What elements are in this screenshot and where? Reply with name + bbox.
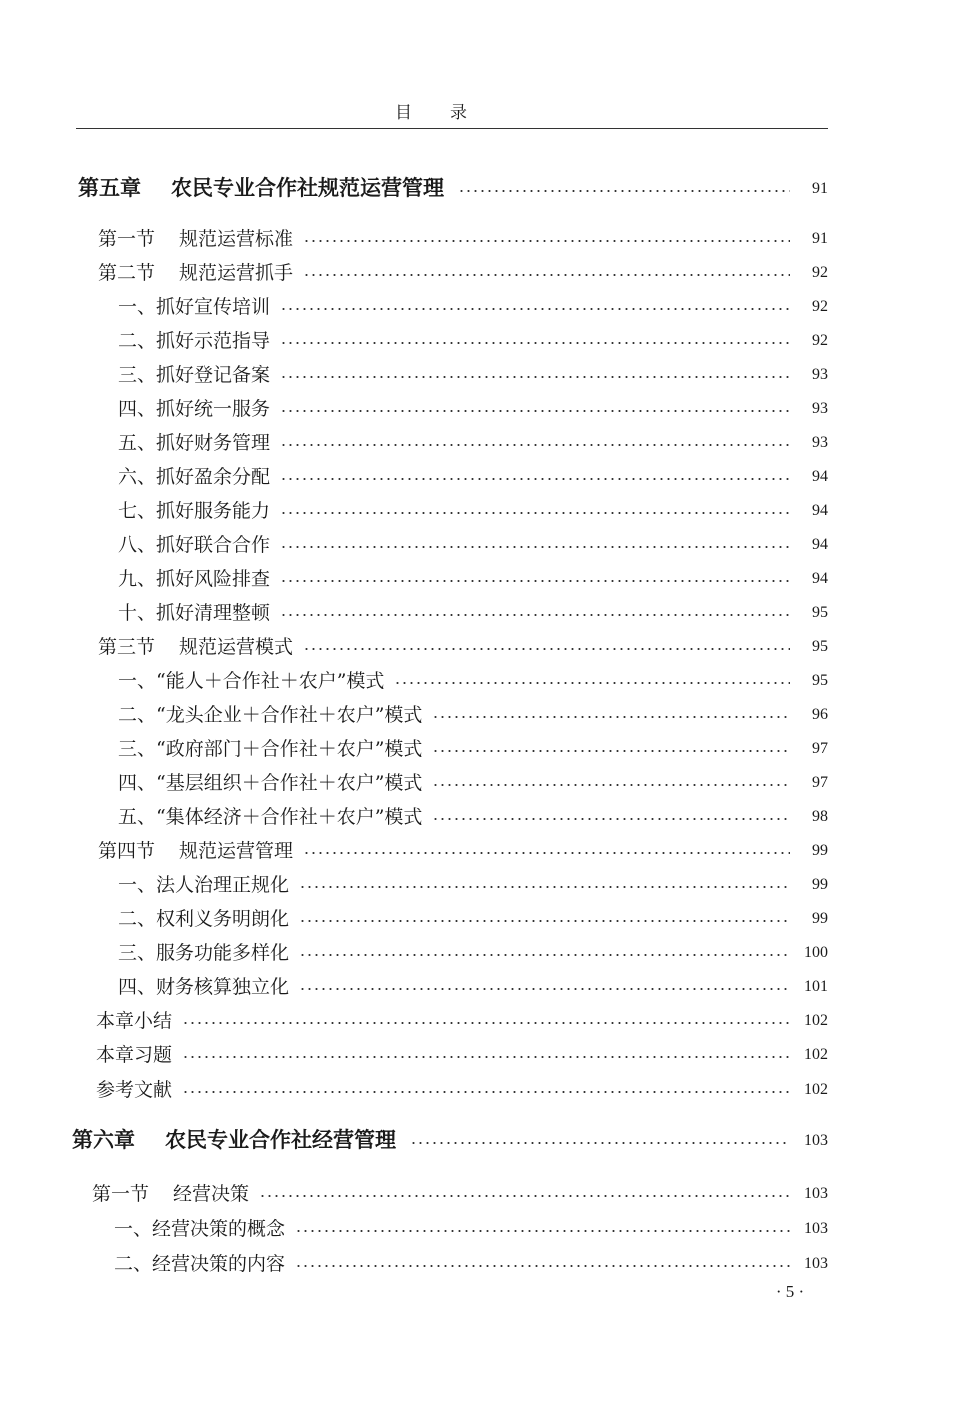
dot-leader	[280, 376, 790, 378]
toc-entry-number: 第二节	[98, 261, 156, 284]
dot-leader	[280, 512, 790, 514]
toc-entry-item	[118, 664, 828, 694]
toc-entry-item	[118, 596, 828, 626]
dot-leader	[303, 648, 790, 650]
toc-entry-page-number: 94	[812, 536, 828, 553]
toc-entry-label	[114, 1214, 285, 1241]
toc-entry-section	[98, 222, 828, 252]
toc-entry-label	[118, 870, 289, 897]
toc-entry-page-number: 99	[812, 842, 828, 859]
toc-entry-item	[118, 766, 828, 796]
toc-entry-page-number: 102	[804, 1046, 828, 1063]
toc-entry-page-number: 92	[812, 298, 828, 315]
toc-entry-label	[118, 394, 270, 421]
toc-entry-item	[118, 936, 828, 966]
toc-entry-text: 四、“基层组织＋合作社＋农户”模式	[118, 771, 423, 794]
toc-entry-page-number: 98	[812, 808, 828, 825]
toc-entry-page-number: 94	[812, 570, 828, 587]
toc-entry-item	[118, 494, 828, 524]
toc-entry-page-number: 94	[812, 502, 828, 519]
toc-entry-label	[118, 530, 270, 557]
toc-entry-label	[118, 428, 270, 455]
toc-entry-label	[72, 1124, 396, 1154]
toc-entry-label	[118, 564, 270, 591]
toc-entry-text: 参考文献	[96, 1078, 173, 1101]
toc-entry-text: 七、抓好服务能力	[118, 499, 271, 522]
toc-entry-item	[118, 324, 828, 354]
toc-entry-number: 第五章	[78, 176, 141, 200]
toc-entry-number: 第三节	[98, 635, 156, 658]
dot-leader	[280, 478, 790, 480]
toc-entry-item	[118, 290, 828, 320]
toc-entry-text: 三、“政府部门＋合作社＋农户”模式	[118, 737, 423, 760]
dot-leader	[280, 580, 790, 582]
toc-entry-text: 规范运营管理	[179, 839, 294, 862]
toc-entry-label	[118, 496, 270, 523]
toc-entry-label	[118, 734, 422, 761]
toc-entry-item	[118, 358, 828, 388]
toc-entry-label	[118, 462, 270, 489]
toc-entry-text: 农民专业合作社经营管理	[165, 1128, 396, 1152]
toc-entry-chapter	[78, 172, 828, 202]
toc-entry-page-number: 102	[804, 1012, 828, 1029]
toc-entry-section	[98, 834, 828, 864]
dot-leader	[280, 342, 790, 344]
dot-leader	[280, 410, 790, 412]
toc-entry-page-number: 91	[812, 180, 828, 197]
toc-entry-section	[98, 630, 828, 660]
toc-entry-page-number: 94	[812, 468, 828, 485]
toc-entry-label	[114, 1249, 285, 1276]
toc-entry-page-number: 102	[804, 1081, 828, 1098]
toc-entry-text: 一、经营决策的概念	[114, 1217, 286, 1240]
dot-leader	[259, 1195, 790, 1197]
toc-entry-text: 经营决策	[173, 1182, 250, 1205]
toc-entry-item	[114, 1212, 828, 1242]
toc-entry-label	[118, 666, 384, 693]
toc-entry-label	[98, 632, 293, 659]
dot-leader	[280, 308, 790, 310]
toc-entry-item	[118, 970, 828, 1000]
toc-entry-item	[118, 902, 828, 932]
dot-leader	[432, 818, 790, 820]
toc-entry-label	[96, 1075, 172, 1102]
toc-entry-text: 十、抓好清理整顿	[118, 601, 271, 624]
dot-leader	[303, 274, 790, 276]
toc-entry-text: 二、抓好示范指导	[118, 329, 271, 352]
toc-entry-page-number: 100	[804, 944, 828, 961]
dot-leader	[303, 240, 790, 242]
toc-entry-page-number: 93	[812, 366, 828, 383]
toc-entry-label	[118, 972, 289, 999]
dot-leader	[182, 1022, 790, 1024]
toc-entry-page-number: 95	[812, 672, 828, 689]
toc-entry-misc	[96, 1004, 828, 1034]
toc-entry-text: 三、服务功能多样化	[118, 941, 290, 964]
toc-entry-section	[92, 1177, 828, 1207]
page-folio: · 5 ·	[775, 1282, 805, 1301]
toc-entry-page-number: 99	[812, 910, 828, 927]
toc-entry-label	[98, 224, 293, 251]
dot-leader	[295, 1230, 790, 1232]
toc-entry-page-number: 99	[812, 876, 828, 893]
dot-leader	[295, 1265, 790, 1267]
toc-entry-page-number: 93	[812, 434, 828, 451]
toc-entry-text: 本章习题	[96, 1043, 173, 1066]
toc-entry-misc	[96, 1038, 828, 1068]
toc-entry-page-number: 101	[804, 978, 828, 995]
toc-entry-label	[118, 292, 270, 319]
toc-entry-page-number: 103	[804, 1132, 828, 1149]
toc-entry-label	[96, 1006, 172, 1033]
dot-leader	[182, 1091, 790, 1093]
toc-entry-text: 四、抓好统一服务	[118, 397, 271, 420]
toc-entry-text: 农民专业合作社规范运营管理	[171, 176, 444, 200]
dot-leader	[299, 886, 790, 888]
toc-entry-chapter	[72, 1124, 828, 1154]
dot-leader	[432, 716, 790, 718]
dot-leader	[299, 988, 790, 990]
toc-entry-item	[118, 868, 828, 898]
toc-entry-item	[118, 426, 828, 456]
toc-entry-label	[118, 938, 289, 965]
toc-entry-label	[92, 1179, 249, 1206]
toc-entry-label	[118, 904, 289, 931]
toc-entry-text: 一、抓好宣传培训	[118, 295, 271, 318]
dot-leader	[410, 1142, 790, 1144]
dot-leader	[458, 190, 790, 192]
toc-entry-text: 规范运营抓手	[179, 261, 294, 284]
dot-leader	[280, 546, 790, 548]
toc-entry-page-number: 91	[812, 230, 828, 247]
dot-leader	[299, 954, 790, 956]
toc-entry-item	[118, 460, 828, 490]
dot-leader	[299, 920, 790, 922]
toc-entry-item	[118, 562, 828, 592]
toc-entry-page-number: 95	[812, 638, 828, 655]
toc-entry-label	[118, 700, 422, 727]
toc-entry-text: 四、财务核算独立化	[118, 975, 290, 998]
toc-entry-page-number: 97	[812, 774, 828, 791]
dot-leader	[303, 852, 790, 854]
toc-entry-label	[118, 802, 422, 829]
toc-entry-number: 第四节	[98, 839, 156, 862]
toc-entry-text: 八、抓好联合合作	[118, 533, 271, 556]
toc-entry-label	[98, 836, 293, 863]
toc-entry-page-number: 103	[804, 1185, 828, 1202]
toc-entry-number: 第六章	[72, 1128, 135, 1152]
dot-leader	[432, 750, 790, 752]
toc-entry-label	[98, 258, 293, 285]
toc-entry-item	[118, 698, 828, 728]
toc-entry-page-number: 92	[812, 332, 828, 349]
toc-entry-text: 规范运营标准	[179, 227, 294, 250]
toc-entry-text: 二、“龙头企业＋合作社＋农户”模式	[118, 703, 423, 726]
dot-leader	[280, 614, 790, 616]
toc-entry-label	[118, 360, 270, 387]
toc-entry-item	[118, 732, 828, 762]
toc-entry-misc	[96, 1073, 828, 1103]
toc-entry-page-number: 103	[804, 1255, 828, 1272]
toc-entry-text: 九、抓好风险排查	[118, 567, 271, 590]
toc-entry-item	[118, 528, 828, 558]
toc-entry-item	[114, 1247, 828, 1277]
running-header-title: 目录	[395, 103, 505, 123]
toc-entry-item	[118, 800, 828, 830]
toc-entry-text: 二、权利义务明朗化	[118, 907, 290, 930]
toc-entry-text: 五、“集体经济＋合作社＋农户”模式	[118, 805, 423, 828]
dot-leader	[432, 784, 790, 786]
toc-entry-page-number: 96	[812, 706, 828, 723]
toc-entry-number: 第一节	[92, 1182, 150, 1205]
toc-entry-page-number: 92	[812, 264, 828, 281]
toc-entry-text: 二、经营决策的内容	[114, 1252, 286, 1275]
dot-leader	[394, 682, 790, 684]
toc-entry-label	[96, 1040, 172, 1067]
toc-entry-page-number: 93	[812, 400, 828, 417]
toc-entry-text: 三、抓好登记备案	[118, 363, 271, 386]
toc-entry-number: 第一节	[98, 227, 156, 250]
toc-entry-label	[118, 326, 270, 353]
toc-entry-page-number: 95	[812, 604, 828, 621]
toc-entry-text: 规范运营模式	[179, 635, 294, 658]
dot-leader	[182, 1056, 790, 1058]
toc-entry-text: 本章小结	[96, 1009, 173, 1032]
toc-entry-text: 一、法人治理正规化	[118, 873, 290, 896]
toc-entry-item	[118, 392, 828, 422]
toc-entry-label	[118, 598, 270, 625]
toc-entry-text: 一、“能人＋合作社＋农户”模式	[118, 669, 385, 692]
toc-entry-page-number: 97	[812, 740, 828, 757]
dot-leader	[280, 444, 790, 446]
toc-entry-label	[78, 172, 444, 202]
toc-entry-label	[118, 768, 422, 795]
toc-entry-text: 六、抓好盈余分配	[118, 465, 271, 488]
toc-entry-section	[98, 256, 828, 286]
toc-entry-page-number: 103	[804, 1220, 828, 1237]
toc-entry-text: 五、抓好财务管理	[118, 431, 271, 454]
